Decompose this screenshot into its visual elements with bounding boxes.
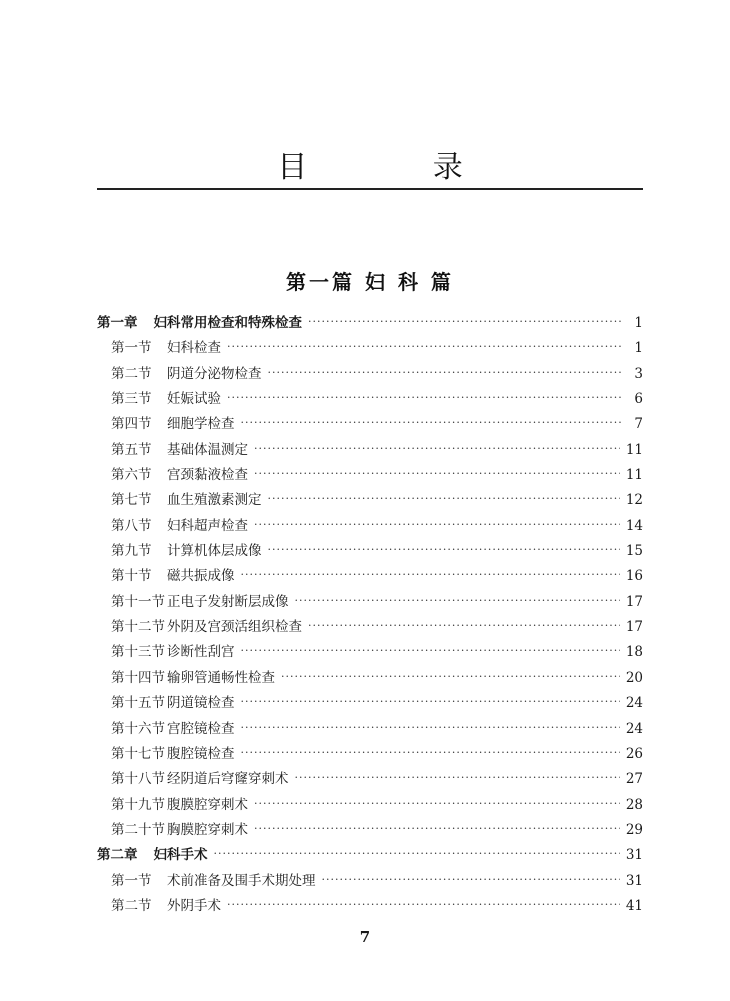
toc-entry-number: 第二十节	[111, 821, 165, 838]
toc-chapter-entry[interactable]	[97, 843, 643, 868]
toc-entry-page: 17	[625, 619, 643, 636]
toc-entry-page: 6	[634, 391, 643, 408]
dot-leader	[254, 461, 620, 486]
toc-entry-title: 外阴及宫颈活组织检查	[167, 619, 302, 636]
dot-leader	[227, 334, 623, 359]
toc-entry-page: 31	[625, 847, 643, 864]
toc-entry-title: 妊娠试验	[167, 391, 221, 408]
toc-entry-title: 血生殖激素测定	[167, 492, 262, 509]
dot-leader	[308, 613, 620, 638]
toc-section-entry[interactable]	[97, 894, 643, 919]
toc-entry-title: 基础体温测定	[167, 441, 248, 458]
toc-entry-title: 正电子发射断层成像	[167, 593, 289, 610]
toc-entry-title: 宫颈黏液检查	[167, 467, 248, 484]
toc-entry-number: 第二章	[97, 847, 138, 864]
toc-section-entry[interactable]	[97, 818, 643, 843]
toc-section-entry[interactable]	[97, 387, 643, 412]
toc-section-entry[interactable]	[97, 564, 643, 589]
dot-leader	[268, 486, 620, 511]
toc-entry-page: 18	[625, 644, 643, 661]
toc-entry-number: 第七节	[111, 492, 152, 509]
toc-entry-number: 第十八节	[111, 771, 165, 788]
toc-section-entry[interactable]	[97, 615, 643, 640]
toc-entry-number: 第四节	[111, 416, 152, 433]
toc-entry-number: 第十三节	[111, 644, 165, 661]
toc-entry-page: 11	[625, 467, 643, 484]
toc-entry-title: 妇科超声检查	[167, 517, 248, 534]
toc-entry-number: 第十九节	[111, 796, 165, 813]
toc-entry-page: 17	[625, 593, 643, 610]
toc-entry-number: 第一节	[111, 340, 152, 357]
dot-leader	[281, 664, 620, 689]
toc-entry-title: 磁共振成像	[167, 568, 235, 585]
dot-leader	[214, 841, 620, 866]
toc-entry-title: 阴道镜检查	[167, 695, 235, 712]
toc-entry-number: 第十七节	[111, 745, 165, 762]
toc-entry-page: 20	[625, 669, 643, 686]
toc-entry-page: 31	[625, 872, 643, 889]
toc-entry-page: 15	[625, 543, 643, 560]
toc-entry-page: 29	[625, 821, 643, 838]
toc-section-entry[interactable]	[97, 666, 643, 691]
toc-entry-number: 第十四节	[111, 669, 165, 686]
toc-entry-page: 27	[625, 771, 643, 788]
toc-entry-title: 宫腔镜检查	[167, 720, 235, 737]
table-of-contents	[97, 311, 643, 919]
toc-entry-title: 胸膜腔穿刺术	[167, 821, 248, 838]
toc-entry-title: 妇科检查	[167, 340, 221, 357]
dot-leader	[254, 436, 620, 461]
dot-leader	[254, 791, 620, 816]
dot-leader	[227, 385, 623, 410]
dot-leader	[241, 638, 620, 663]
dot-leader	[241, 715, 620, 740]
toc-section-entry[interactable]	[97, 362, 643, 387]
toc-section-entry[interactable]	[97, 640, 643, 665]
toc-entry-title: 诊断性刮宫	[167, 644, 235, 661]
toc-entry-number: 第一节	[111, 872, 152, 889]
toc-entry-page: 24	[625, 695, 643, 712]
toc-entry-title: 输卵管通畅性检查	[167, 669, 275, 686]
toc-entry-number: 第九节	[111, 543, 152, 560]
toc-entry-page: 3	[634, 365, 643, 382]
toc-section-entry[interactable]	[97, 691, 643, 716]
toc-entry-page: 16	[625, 568, 643, 585]
toc-section-entry[interactable]	[97, 438, 643, 463]
dot-leader	[227, 892, 620, 917]
toc-entry-page: 11	[625, 441, 643, 458]
toc-entry-page: 1	[634, 340, 643, 357]
toc-entry-title: 经阴道后穹窿穿刺术	[167, 771, 289, 788]
dot-leader	[295, 588, 620, 613]
toc-entry-page: 28	[625, 796, 643, 813]
toc-entry-title: 腹膜腔穿刺术	[167, 796, 248, 813]
toc-entry-number: 第十六节	[111, 720, 165, 737]
toc-section-entry[interactable]	[97, 590, 643, 615]
toc-entry-title: 术前准备及围手术期处理	[167, 872, 316, 889]
toc-chapter-entry[interactable]	[97, 311, 643, 336]
dot-leader	[268, 537, 620, 562]
toc-entry-number: 第二节	[111, 897, 152, 914]
dot-leader	[254, 816, 620, 841]
dot-leader	[308, 309, 623, 334]
toc-entry-number: 第十五节	[111, 695, 165, 712]
toc-entry-title: 细胞学检查	[167, 416, 235, 433]
toc-entry-number: 第六节	[111, 467, 152, 484]
toc-entry-number: 第十二节	[111, 619, 165, 636]
toc-section-entry[interactable]	[97, 514, 643, 539]
dot-leader	[241, 562, 620, 587]
page-title: 目 录	[277, 150, 521, 185]
toc-entry-number: 第五节	[111, 441, 152, 458]
toc-entry-page: 26	[625, 745, 643, 762]
dot-leader	[295, 765, 620, 790]
toc-entry-number: 第八节	[111, 517, 152, 534]
toc-entry-page: 12	[625, 492, 643, 509]
title-block	[97, 140, 643, 190]
toc-section-entry[interactable]	[97, 539, 643, 564]
toc-section-entry[interactable]	[97, 336, 643, 361]
toc-entry-title: 腹腔镜检查	[167, 745, 235, 762]
toc-entry-page: 41	[625, 897, 643, 914]
toc-entry-page: 1	[634, 315, 643, 331]
dot-leader	[241, 689, 620, 714]
dot-leader	[268, 360, 624, 385]
toc-section-entry[interactable]	[97, 488, 643, 513]
toc-section-entry[interactable]	[97, 717, 643, 742]
part-title: 第一篇 妇 科 篇	[286, 270, 454, 294]
toc-entry-title: 外阴手术	[167, 897, 221, 914]
toc-section-entry[interactable]	[97, 869, 643, 894]
dot-leader	[254, 512, 620, 537]
toc-section-entry[interactable]	[97, 793, 643, 818]
toc-entry-number: 第三节	[111, 391, 152, 408]
dot-leader	[241, 740, 620, 765]
page-number: 7	[359, 928, 371, 946]
toc-section-entry[interactable]	[97, 463, 643, 488]
toc-entry-title: 妇科手术	[153, 847, 208, 864]
toc-entry-page: 7	[634, 416, 643, 433]
toc-entry-number: 第一章	[97, 315, 138, 331]
toc-entry-title: 计算机体层成像	[167, 543, 262, 560]
toc-entry-number: 第十一节	[111, 593, 165, 610]
toc-entry-title: 阴道分泌物检查	[167, 365, 262, 382]
toc-section-entry[interactable]	[97, 767, 643, 792]
toc-entry-page: 14	[625, 517, 643, 534]
toc-entry-title: 妇科常用检查和特殊检查	[153, 315, 302, 331]
toc-entry-number: 第十节	[111, 568, 152, 585]
dot-leader	[322, 867, 620, 892]
toc-section-entry[interactable]	[97, 742, 643, 767]
toc-entry-number: 第二节	[111, 365, 152, 382]
toc-entry-page: 24	[625, 720, 643, 737]
dot-leader	[241, 410, 624, 435]
toc-section-entry[interactable]	[97, 412, 643, 437]
